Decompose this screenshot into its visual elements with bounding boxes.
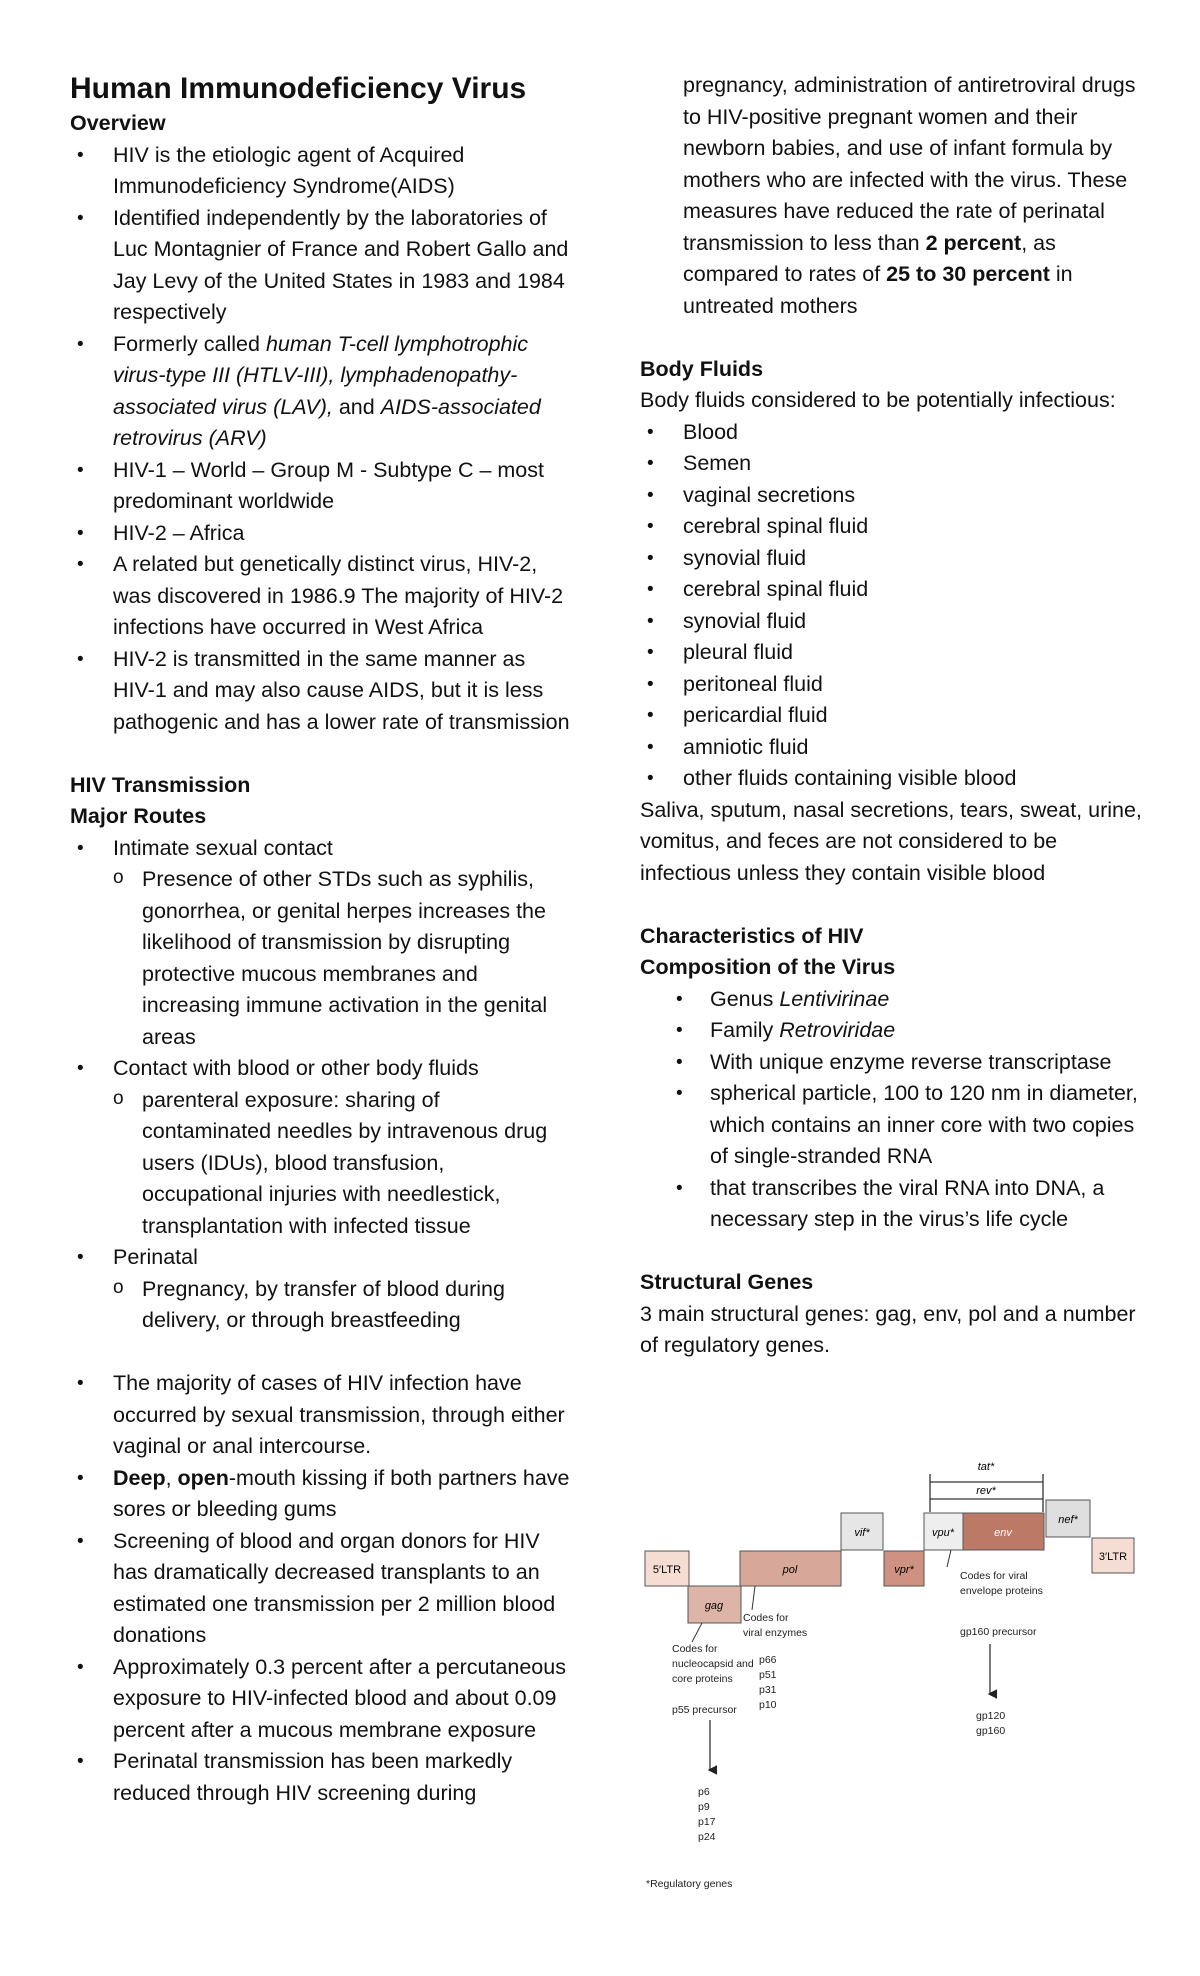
list-item: [70, 1463, 570, 1526]
body-fluid-item: • pericardial fluid: [640, 700, 1145, 732]
gag-product: p6: [698, 1786, 710, 1798]
body-fluid-item: • Blood: [640, 417, 1145, 449]
left-column: [70, 70, 570, 1809]
body-fluid-item: • other fluids containing visible blood: [640, 763, 1145, 795]
body-fluid-item: • peritoneal fluid: [640, 669, 1145, 701]
route2-sublist: [70, 1085, 570, 1243]
former-name-lav: lymphadenopathy-associated virus (LAV),: [113, 363, 518, 419]
list-item: • Perinatal: [70, 1242, 570, 1274]
list-item: • With unique enzyme reverse transcriptase: [640, 1047, 1145, 1079]
kiss-bold-1: Deep: [113, 1465, 166, 1490]
kiss-sep: ,: [165, 1465, 178, 1490]
gag-codes-line: core proteins: [672, 1673, 733, 1685]
formerly-lead: Formerly called: [113, 331, 266, 356]
list-item: • HIV is the etiologic agent of Acquired Immunodeficiency Syndrome(AIDS): [70, 140, 570, 203]
list-item: • Intimate sexual contact: [70, 833, 570, 865]
pol-product: p66: [759, 1654, 777, 1666]
composition-list: [640, 984, 1145, 1236]
body-fluids-intro: Body fluids considered to be potentially infectious:: [640, 388, 1116, 412]
env-codes-line: envelope proteins: [960, 1585, 1043, 1597]
body-fluid-item: • cerebral spinal fluid: [640, 511, 1145, 543]
env-product: gp160: [976, 1725, 1006, 1737]
list-item: • Identified independently by the laboratories of Luc Montagnier of France and Robert Gallo and Jay Levy of the United States in 1983 and 1984 respectively: [70, 203, 570, 329]
list-item: • HIV-1 – World – Group M - Subtype C – most predominant worldwide: [70, 455, 570, 518]
family-lead: Family: [710, 1018, 780, 1042]
body-fluid-item: • Semen: [640, 448, 1145, 480]
body-fluids-heading: Body Fluids: [640, 356, 764, 381]
pol-codes-line: viral enzymes: [743, 1627, 808, 1639]
genus-lead: Genus: [710, 986, 780, 1011]
list-item: [70, 329, 570, 455]
family-name: Retroviridae: [779, 1018, 896, 1042]
pol-product: p10: [759, 1699, 777, 1711]
structural-genes-heading: Structural Genes: [640, 1270, 814, 1294]
tat-label: tat*: [977, 1461, 995, 1473]
major-routes-heading: Major Routes: [70, 804, 207, 828]
gag-codes-line: nucleocapsid and: [672, 1658, 754, 1670]
body-fluid-item: • cerebral spinal fluid: [640, 574, 1145, 606]
list-item: • Screening of blood and organ donors for HIV has dramatically decreased transplants to an estimated one transmission per 2 million blood donations: [70, 1526, 570, 1652]
body-fluid-item: • synovial fluid: [640, 606, 1145, 638]
list-item: • that transcribes the viral RNA into DNA, a necessary step in the virus’s life cycle: [640, 1173, 1145, 1236]
perinatal-bold-2: 25 to 30 percent: [886, 262, 1050, 286]
env-codes-text: [960, 1570, 1043, 1597]
list-item: • Approximately 0.3 percent after a percutaneous exposure to HIV-infected blood and about 0.09 percent after a mucous membrane exposure: [70, 1652, 570, 1747]
body-fluid-item: • vaginal secretions: [640, 480, 1145, 512]
right-column: [640, 70, 1145, 1362]
kiss-bold-2: open: [177, 1465, 229, 1490]
regulatory-footnote: *Regulatory genes: [646, 1878, 733, 1890]
vpr-label: vpr*: [894, 1564, 914, 1576]
env-label: env: [994, 1527, 1012, 1539]
genus-name: Lentivirinae: [779, 986, 890, 1011]
overview-list: [70, 140, 570, 739]
body-fluids-list: [640, 417, 1145, 795]
pol-label: pol: [782, 1564, 798, 1576]
gag-precursor: p55 precursor: [672, 1704, 737, 1716]
gag-product: p17: [698, 1816, 716, 1828]
routes-list: [70, 833, 570, 865]
rev-label: rev*: [976, 1485, 996, 1497]
pol-product: p31: [759, 1684, 777, 1696]
gag-product: p9: [698, 1801, 710, 1813]
route1-sublist: [70, 864, 570, 1053]
pol-codes-text: [743, 1612, 807, 1639]
sub-list-item: o Presence of other STDs such as syphilis, gonorrhea, or genital herpes increases the likelihood of transmission by disrupting protective mucous membranes and increasing immune activation in the genital areas: [113, 864, 570, 1053]
perinatal-bold-1: 2 percent: [925, 230, 1022, 255]
body-fluid-item: • pleural fluid: [640, 637, 1145, 669]
transmission-heading: HIV Transmission: [70, 772, 251, 797]
perinatal-continued: [640, 70, 1145, 322]
vif-label: vif*: [854, 1527, 870, 1539]
gag-product: p24: [698, 1831, 716, 1843]
gag-codes-line: Codes for: [672, 1643, 718, 1655]
list-item: • HIV-2 – Africa: [70, 518, 570, 550]
composition-heading: Composition of the Virus: [640, 955, 896, 979]
perinatal-text-2: , as compared to rates of: [683, 230, 1056, 286]
formerly-and: and: [332, 394, 381, 419]
body-fluid-item: • amniotic fluid: [640, 732, 1145, 764]
body-fluids-note: Saliva, sputum, nasal secretions, tears, sweat, urine, vomitus, and feces are not considered to be infectious unless they contain visible blood: [640, 797, 1142, 885]
env-product: gp120: [976, 1710, 1006, 1722]
routes-list-3: [70, 1242, 570, 1274]
gag-products: [698, 1786, 718, 1843]
pol-products: [759, 1654, 779, 1711]
sub-list-item: o parenteral exposure: sharing of contaminated needles by intravenous drug users (IDUs), blood transfusion, occupational injuries with needlestick, transplantation with infected tissue: [113, 1085, 570, 1243]
env-precursor: gp160 precursor: [960, 1626, 1037, 1638]
gag-label: gag: [704, 1600, 724, 1612]
ltr5-label: 5′LTR: [652, 1564, 682, 1576]
ltr3-label: 3′LTR: [1098, 1551, 1128, 1563]
structural-genes-text: 3 main structural genes: gag, env, pol and a number of regulatory genes.: [640, 1301, 1136, 1357]
route3-sublist: [70, 1274, 570, 1337]
list-item: • The majority of cases of HIV infection have occurred by sexual transmission, through either vaginal or anal intercourse.: [70, 1368, 570, 1463]
transmission-notes: [70, 1368, 570, 1809]
sub-list-item: o Pregnancy, by transfer of blood during delivery, or through breastfeeding: [113, 1274, 570, 1337]
list-item: • A related but genetically distinct virus, HIV-2, was discovered in 1986.9 The majority of HIV-2 infections have occurred in West Africa: [70, 549, 570, 644]
list-item: • Perinatal transmission has been markedly reduced through HIV screening during: [70, 1746, 570, 1809]
perinatal-text-1: pregnancy, administration of antiretroviral drugs to HIV-positive pregnant women and their newborn babies, and use of infant formula by mothers who are infected with the virus. These measures have reduced the rate of perinatal transmission to less than: [683, 73, 1136, 255]
list-item: • Contact with blood or other body fluids: [70, 1053, 570, 1085]
body-fluid-item: • synovial fluid: [640, 543, 1145, 575]
env-products: [976, 1710, 1008, 1737]
kiss-rest: -mouth kissing if both partners have sores or bleeding gums: [113, 1465, 570, 1521]
page-title: Human Immunodeficiency Virus: [70, 72, 527, 105]
gag-codes-text: [672, 1643, 757, 1685]
list-item: • HIV-2 is transmitted in the same manner as HIV-1 and may also cause AIDS, but it is less pathogenic and has a lower rate of transmission: [70, 644, 570, 739]
characteristics-heading: Characteristics of HIV: [640, 923, 864, 948]
routes-list-2: [70, 1053, 570, 1085]
pol-product: p51: [759, 1669, 777, 1681]
list-item: [640, 984, 1145, 1016]
overview-heading: Overview: [70, 111, 166, 135]
perinatal-text-3: in untreated mothers: [683, 262, 1073, 318]
list-item: • spherical particle, 100 to 120 nm in diameter, which contains an inner core with two copies of single-stranded RNA: [640, 1078, 1145, 1173]
env-codes-line: Codes for viral: [960, 1570, 1028, 1582]
former-name-htlv: human T-cell lymphotrophic virus-type III (HTLV-III),: [113, 331, 529, 387]
nef-label: nef*: [1058, 1514, 1078, 1526]
former-name-arv: AIDS-associated retrovirus (ARV): [113, 394, 541, 450]
vpu-label: vpu*: [931, 1527, 955, 1539]
pol-codes-line: Codes for: [743, 1612, 789, 1624]
list-item: [640, 1015, 1145, 1047]
hiv-genome-diagram: [640, 1452, 1140, 1902]
